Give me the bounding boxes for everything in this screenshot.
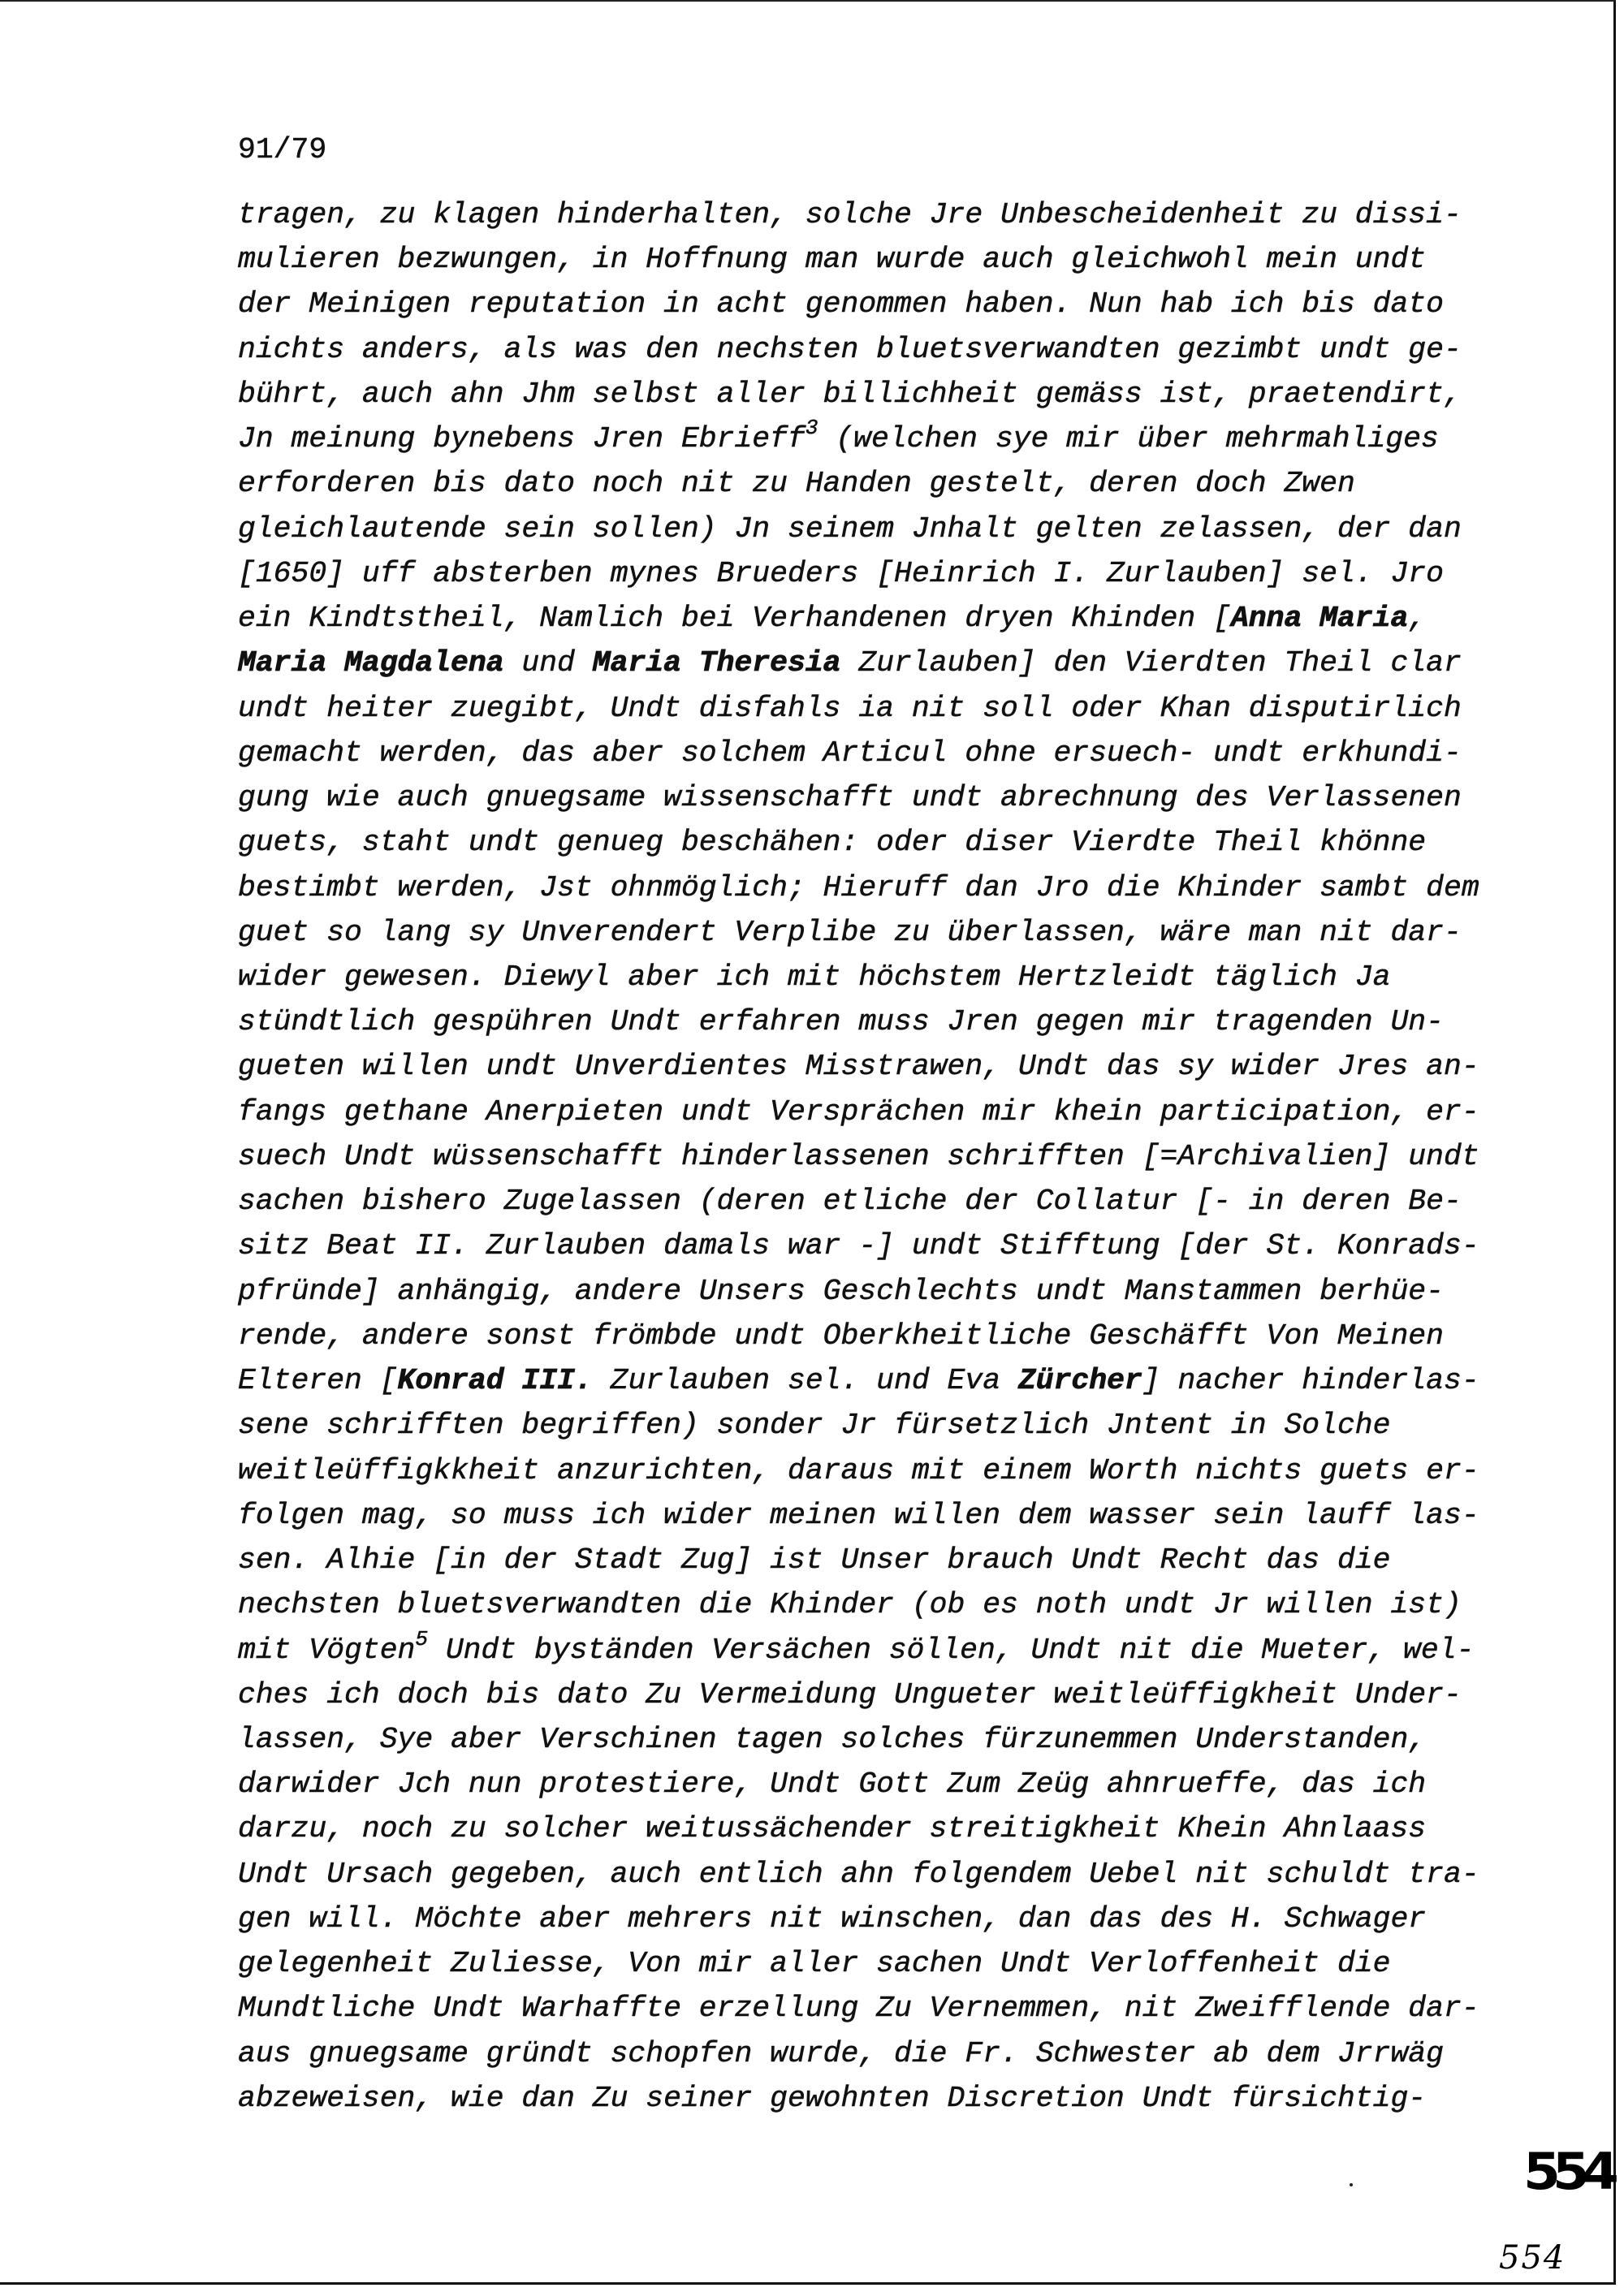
text-line: [238, 1090, 1570, 1134]
text-line: [238, 2031, 1570, 2076]
text-segment: ches ich doch bis dato Zu Vermeidung Ungueter weitleüffigkheit Under-: [238, 1677, 1462, 1711]
handwritten-folio-number: 554: [1523, 2141, 1611, 2202]
text-line: [238, 910, 1570, 955]
text-line: [238, 865, 1570, 910]
handwritten-folio-number-small: 554: [1499, 2239, 1566, 2277]
text-line: [238, 1628, 1570, 1673]
text-segment: abzeweisen, wie dan Zu seiner gewohnten Discretion Undt fürsichtig-: [238, 2081, 1427, 2115]
bold-name: Maria Magdalena: [238, 646, 504, 680]
text-line: [238, 1224, 1570, 1268]
text-segment: Zurlauben] den Vierdten Theil clar: [840, 646, 1462, 680]
footnote-marker: 3: [805, 416, 818, 441]
text-line: [238, 192, 1570, 237]
text-line: [238, 372, 1570, 417]
text-segment: gen will. Möchte aber mehrers nit winschen, dan das des H. Schwager: [238, 1901, 1427, 1936]
text-segment: suech Undt wüssenschafft hinderlassenen schrifften [=Archivalien] undt: [238, 1139, 1479, 1173]
text-segment: aus gnuegsame gründt schopfen wurde, die Fr. Schwester ab dem Jrrwäg: [238, 2036, 1444, 2070]
bold-name: Anna Maria: [1230, 602, 1409, 636]
text-line: [238, 1806, 1570, 1851]
bold-name: Konrad III.: [397, 1364, 593, 1398]
text-segment: Elteren [: [238, 1364, 398, 1398]
speck-mark: [1350, 2183, 1353, 2186]
text-segment: Zurlauben sel. und Eva: [592, 1364, 1018, 1398]
text-segment: ,: [1408, 602, 1427, 636]
text-segment: gueten willen undt Unverdientes Misstrawen, Undt das sy wider Jres an-: [238, 1050, 1479, 1084]
text-segment: sitz Beat II. Zurlauben damals war -] undt Stifftung [der St. Konrads-: [238, 1229, 1479, 1263]
text-segment: ein Kindtstheil, Namlich bei Verhandenen dryen Khinden [: [238, 602, 1231, 636]
transcription-text: [238, 192, 1570, 2121]
text-segment: guet so lang sy Unverendert Verplibe zu überlassen, wäre man nit dar-: [238, 915, 1462, 949]
bold-name: Maria Theresia: [592, 646, 841, 680]
text-line: [238, 955, 1570, 999]
text-line: [238, 1897, 1570, 1941]
text-segment: der Meinigen reputation in acht genommen haben. Nun hab ich bis dato: [238, 287, 1444, 322]
text-line: [238, 1314, 1570, 1358]
text-segment: gleichlautende sein sollen) Jn seinem Jnhalt gelten zelassen, der dan: [238, 511, 1462, 546]
text-line: [238, 1493, 1570, 1538]
text-line: [238, 999, 1570, 1044]
text-segment: (welchen sye mir über mehrmahliges: [818, 422, 1439, 456]
text-line: [238, 1582, 1570, 1627]
text-line: [238, 461, 1570, 506]
text-line: [238, 1179, 1570, 1224]
text-segment: guets, staht undt genueg beschähen: oder diser Vierdte Theil khönne: [238, 826, 1427, 860]
text-segment: wider gewesen. Diewyl aber ich mit höchstem Hertzleidt täglich Ja: [238, 960, 1391, 994]
text-segment: nechsten bluetsverwandten die Khinder (ob es noth undt Jr willen ist): [238, 1588, 1462, 1622]
text-line: [238, 1403, 1570, 1448]
text-line: [238, 282, 1570, 326]
text-segment: fangs gethane Anerpieten undt Versprächen mir khein participation, er-: [238, 1094, 1479, 1129]
page-reference: 91/79: [238, 133, 327, 166]
text-line: [238, 596, 1570, 641]
text-segment: Undt byständen Versächen söllen, Undt nit die Mueter, wel-: [428, 1633, 1475, 1667]
text-segment: darzu, noch zu solcher weitussächender streitigkheit Khein Ahnlaass: [238, 1812, 1427, 1846]
text-line: [238, 1852, 1570, 1897]
text-line: [238, 1762, 1570, 1806]
text-segment: gemacht werden, das aber solchem Articul ohne ersuech- undt erkhundi-: [238, 736, 1462, 770]
text-segment: pfründe] anhängig, andere Unsers Geschlechts undt Manstammen berhüe-: [238, 1274, 1444, 1308]
text-segment: [1650] uff absterben mynes Brueders [Heinrich I. Zurlauben] sel. Jro: [238, 556, 1444, 590]
text-line: [238, 1717, 1570, 1762]
text-line: [238, 1673, 1570, 1717]
text-segment: gung wie auch gnuegsame wissenschafft undt abrechnung des Verlassenen: [238, 781, 1462, 815]
text-segment: sene schrifften begriffen) sonder Jr fürsetzlich Jntent in Solche: [238, 1409, 1391, 1443]
text-segment: bührt, auch ahn Jhm selbst aller billichheit gemäss ist, praetendirt,: [238, 377, 1462, 411]
text-segment: Mundtliche Undt Warhaffte erzellung Zu Vernemmen, nit Zweifflende dar-: [238, 1992, 1479, 2026]
text-segment: nichts anders, als was den nechsten bluetsverwandten gezimbt undt ge-: [238, 332, 1462, 366]
text-line: [238, 507, 1570, 551]
text-segment: mit Vögten: [238, 1633, 416, 1667]
text-segment: mulieren bezwungen, in Hoffnung man wurde auch gleichwohl mein undt: [238, 243, 1427, 277]
text-segment: lassen, Sye aber Verschinen tagen solches fürzunemmen Understanden,: [238, 1722, 1427, 1756]
text-segment: Jn meinung bynebens Jren Ebrieff: [238, 422, 806, 456]
text-line: [238, 237, 1570, 282]
text-line: [238, 731, 1570, 775]
text-line: [238, 1538, 1570, 1582]
text-line: [238, 1986, 1570, 2031]
text-segment: erforderen bis dato noch nit zu Handen gestelt, deren doch Zwen: [238, 467, 1355, 501]
text-line: [238, 775, 1570, 820]
text-line: [238, 1448, 1570, 1493]
text-segment: stündtlich gespühren Undt erfahren muss Jren gegen mir tragenden Un-: [238, 1005, 1444, 1039]
text-line: [238, 641, 1570, 685]
text-segment: folgen mag, so muss ich wider meinen willen dem wasser sein lauff las-: [238, 1498, 1479, 1532]
text-segment: bestimbt werden, Jst ohnmöglich; Hieruff dan Jro die Khinder sambt dem: [238, 870, 1479, 904]
text-line: [238, 327, 1570, 372]
text-line: [238, 551, 1570, 596]
text-segment: rende, andere sonst frömbde undt Oberkheitliche Geschäfft Von Meinen: [238, 1319, 1444, 1353]
text-line: [238, 686, 1570, 731]
text-segment: undt heiter zuegibt, Undt disfahls ia nit soll oder Khan disputirlich: [238, 691, 1462, 725]
text-segment: tragen, zu klagen hinderhalten, solche Jre Unbescheidenheit zu dissi-: [238, 198, 1462, 231]
text-segment: weitleüffigkkheit anzurichten, daraus mit einem Worth nichts guets er-: [238, 1453, 1479, 1487]
text-line: [238, 1134, 1570, 1179]
text-segment: sen. Alhie [in der Stadt Zug] ist Unser brauch Undt Recht das die: [238, 1543, 1391, 1578]
footnote-marker: 5: [415, 1626, 428, 1651]
text-line: [238, 417, 1570, 461]
text-segment: darwider Jch nun protestiere, Undt Gott Zum Zeüg ahnrueffe, das ich: [238, 1768, 1427, 1802]
bold-name: Zürcher: [1017, 1364, 1142, 1398]
text-segment: ] nacher hinderlas-: [1142, 1364, 1479, 1398]
text-line: [238, 1941, 1570, 1986]
text-line: [238, 2076, 1570, 2121]
text-line: [238, 820, 1570, 865]
text-segment: und: [503, 646, 593, 680]
text-line: [238, 1358, 1570, 1403]
text-line: [238, 1044, 1570, 1089]
text-segment: sachen bishero Zugelassen (deren etliche der Collatur [- in deren Be-: [238, 1185, 1462, 1219]
text-segment: gelegenheit Zuliesse, Von mir aller sachen Undt Verloffenheit die: [238, 1947, 1391, 1981]
text-segment: Undt Ursach gegeben, auch entlich ahn folgendem Uebel nit schuldt tra-: [238, 1857, 1479, 1891]
text-line: [238, 1269, 1570, 1314]
